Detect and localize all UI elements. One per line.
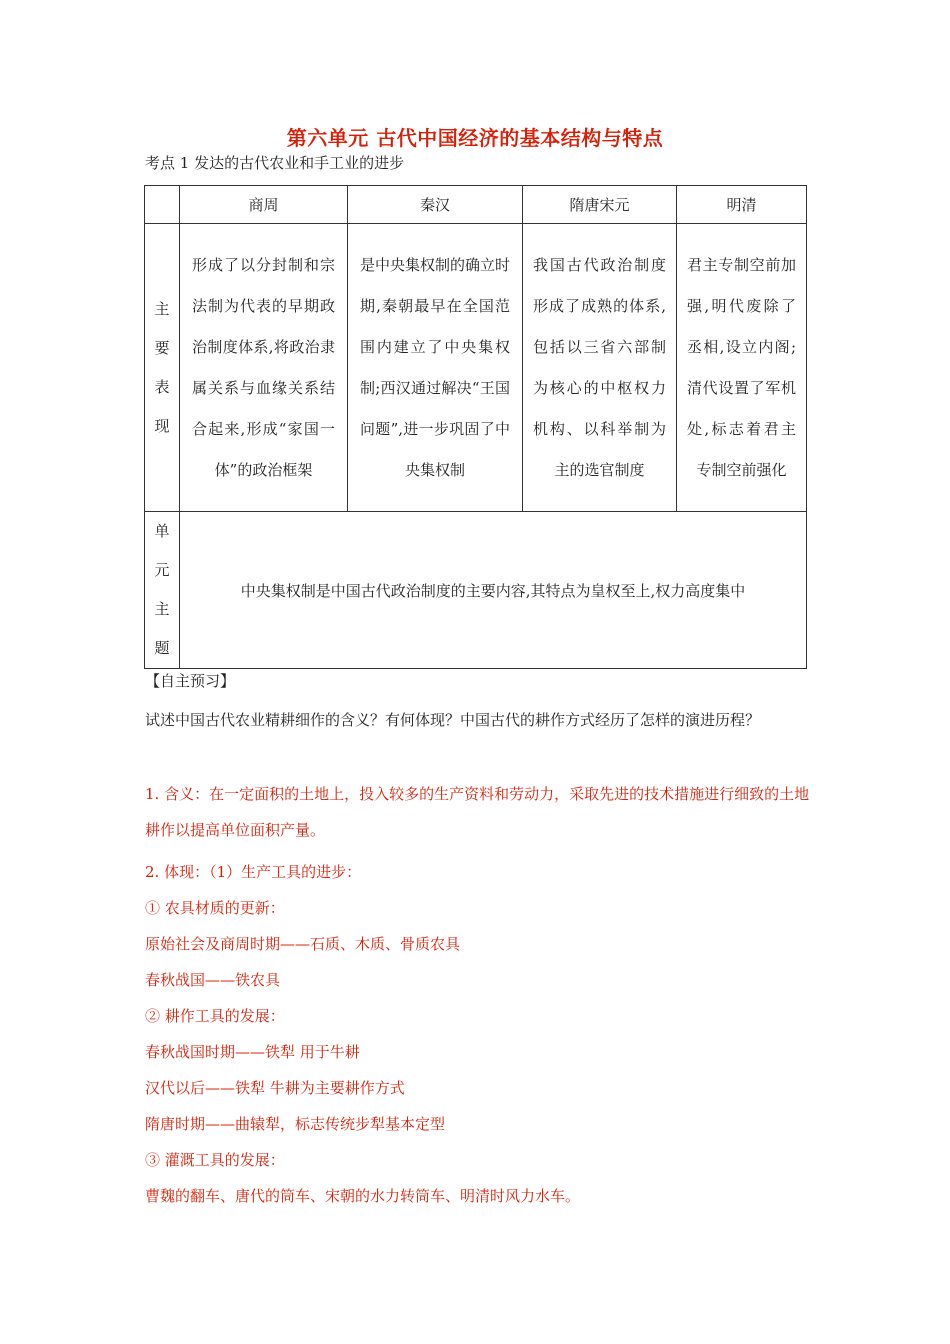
row-label-char: 表 [154, 377, 170, 396]
cell-qinhan [348, 224, 523, 512]
answer-line: 春秋战国——铁农具 [145, 971, 281, 989]
row-label-char: 元 [154, 561, 170, 579]
answer-line: 2. 体现：（1）生产工具的进步： [145, 863, 362, 881]
page-title: 第六单元 古代中国经济的基本结构与特点 [286, 126, 664, 150]
row-label-char: 主 [154, 299, 170, 318]
table-row-main-performance [145, 224, 807, 512]
row-label-main-performance [145, 224, 180, 512]
cell-shangzhou [180, 224, 348, 512]
answer-line: 春秋战国时期——铁犁 用于牛耕 [145, 1043, 360, 1061]
cell-text: 我国古代政治制度形成了成熟的体系,包括以三省六部制为核心的中枢权力机构、以科举制为主的选官制度 [533, 255, 666, 479]
header-cell-empty [145, 186, 180, 224]
cell-text: 君主专制空前加强,明代废除了丞相,设立内阁;清代设置了军机处,标志着君主专制空前强化 [687, 255, 796, 479]
answer-line: ① 农具材质的更新： [145, 899, 285, 917]
header-cell-shangzhou: 商周 [180, 186, 348, 224]
table-header-row [145, 186, 807, 224]
answer-line: ② 耕作工具的发展： [145, 1007, 285, 1025]
row-label-char: 现 [154, 416, 170, 435]
answer-line: 曹魏的翻车、唐代的筒车、宋朝的水力转筒车、明清时风力水车。 [145, 1187, 581, 1205]
row-label-char: 主 [154, 600, 170, 618]
answer-line: 隋唐时期——曲辕犁，标志传统步犁基本定型 [145, 1115, 446, 1133]
row-label-unit-theme [145, 512, 180, 669]
row-label-char: 单 [154, 522, 170, 540]
answer-line: 汉代以后——铁犁 牛耕为主要耕作方式 [145, 1079, 405, 1097]
cell-mingqing [677, 224, 807, 512]
row-label-char: 要 [154, 338, 170, 357]
unit-theme-cell: 中央集权制是中国古代政治制度的主要内容,其特点为皇权至上,权力高度集中 [180, 512, 807, 669]
question-text: 试述中国古代农业精耕细作的含义？有何体现？中国古代的耕作方式经历了怎样的演进历程？ [145, 711, 761, 729]
answer-line: ③ 灌溉工具的发展： [145, 1151, 285, 1169]
header-cell-qinhan: 秦汉 [348, 186, 523, 224]
cell-text: 形成了以分封制和宗法制为代表的早期政治制度体系,将政治隶属关系与血缘关系结合起来,形成“家国一体”的政治框架 [192, 255, 335, 479]
cell-text: 是中央集权制的确立时期,秦朝最早在全国范围内建立了中央集权制;西汉通过解决“王国问题”,进一步巩固了中央集权制 [360, 255, 511, 479]
section-subtitle: 考点 1 发达的古代农业和手工业的进步 [145, 154, 405, 172]
answer-definition: 1. 含义：在一定面积的土地上，投入较多的生产资料和劳动力，采取先进的技术措施进行细致的土地耕作以提高单位面积产量。 [145, 785, 810, 839]
header-cell-mingqing: 明清 [677, 186, 807, 224]
preview-heading: 【自主预习】 [145, 672, 236, 690]
politics-table [144, 185, 807, 669]
answer-line: 原始社会及商周时期——石质、木质、骨质农具 [145, 935, 461, 953]
row-label-char: 题 [154, 639, 170, 657]
header-cell-suitangsongyuan: 隋唐宋元 [523, 186, 677, 224]
cell-suitangsongyuan [523, 224, 677, 512]
table-row-unit-theme [145, 512, 807, 669]
